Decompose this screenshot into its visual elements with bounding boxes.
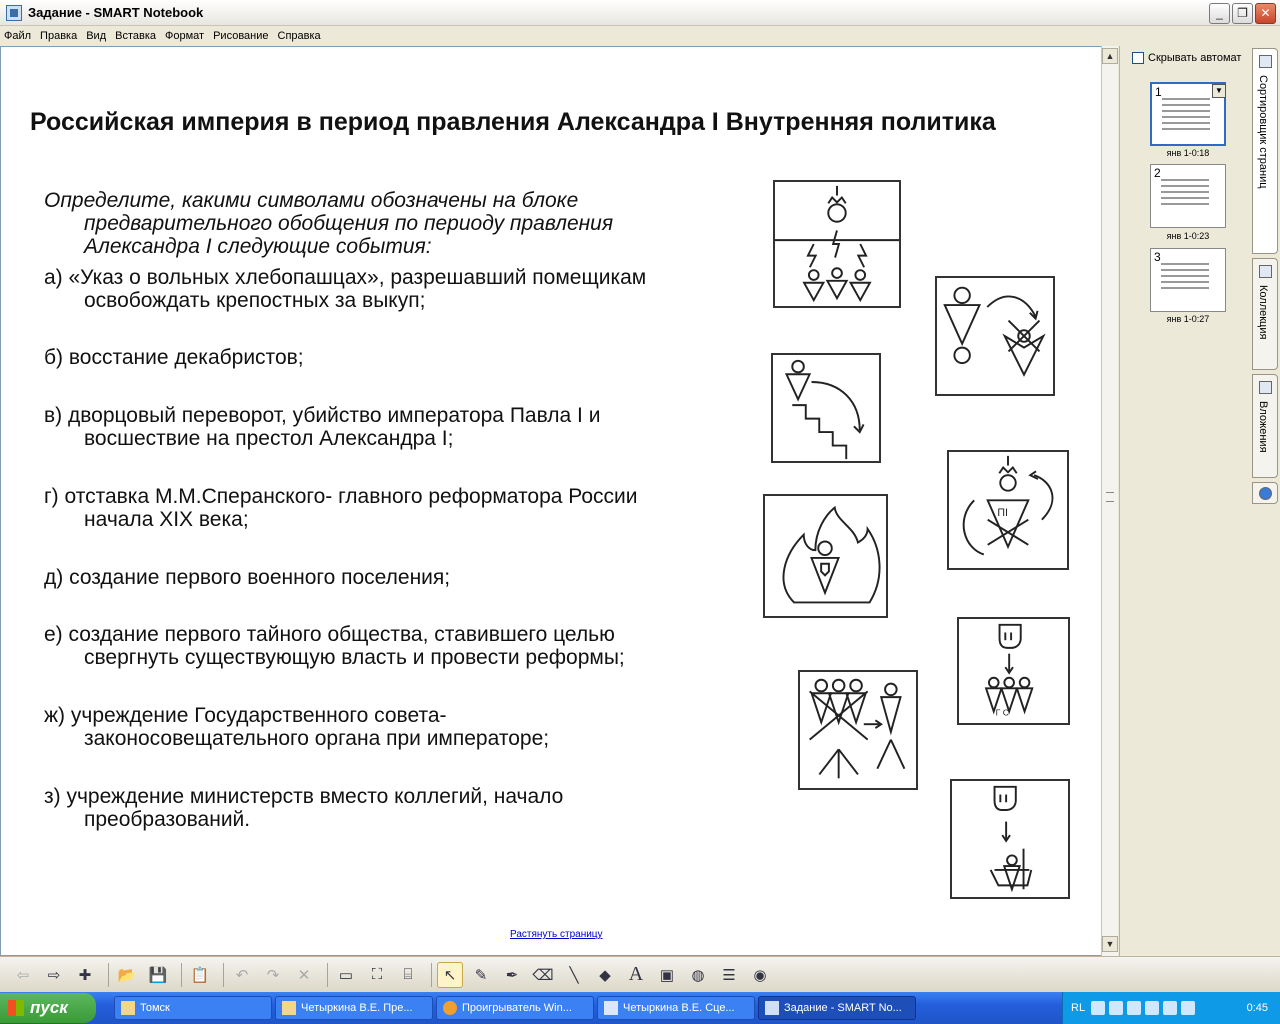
thumb-label-1: янв 1-0:18 — [1166, 148, 1210, 158]
toolbar-separator — [327, 963, 328, 987]
task-item-d — [44, 566, 744, 589]
toolbar-separator — [181, 963, 182, 987]
undo-icon[interactable]: ↶ — [235, 966, 249, 984]
save-icon[interactable]: 💾 — [148, 966, 168, 984]
item-v-line-1: в) дворцовый переворот, убийство императора Павла I и — [44, 404, 601, 427]
item-v-line-2: восшествие на престол Александра I; — [84, 427, 454, 450]
tab-gallery[interactable] — [1252, 258, 1278, 370]
tab-attachments-label: Вложения — [1257, 401, 1269, 453]
start-button[interactable] — [0, 993, 96, 1023]
hide-panel-button[interactable] — [1252, 482, 1278, 504]
page-thumbnail-1[interactable] — [1150, 82, 1226, 146]
task-tomsk[interactable] — [114, 996, 272, 1020]
fullscreen-icon[interactable]: ⛶ — [371, 966, 383, 983]
word-icon — [604, 1001, 618, 1015]
menu-format[interactable]: Формат — [165, 29, 205, 42]
line-icon[interactable]: ╲ — [569, 966, 579, 984]
help-icon[interactable]: ◉ — [753, 966, 767, 984]
arrow-left-icon — [1259, 487, 1272, 500]
back-icon[interactable]: ⇦ — [16, 966, 30, 984]
clock[interactable]: 0:45 — [1246, 1002, 1268, 1014]
thumb-preview — [1161, 179, 1209, 209]
toolbar-separator — [108, 963, 109, 987]
item-g-line-1: г) отставка М.М.Сперанского- главного реформатора России — [44, 485, 638, 508]
symbol-hand-cart[interactable] — [950, 779, 1070, 899]
select-icon[interactable]: ↖ — [437, 962, 463, 988]
item-a-line-1: а) «Указ о вольных хлебопашцах», разрешавший помещикам — [44, 266, 647, 289]
task-word-document[interactable] — [597, 996, 755, 1020]
item-d-line-1: д) создание первого военного поселения; — [44, 566, 451, 589]
gallery-icon — [1259, 265, 1272, 278]
thumb-number: 1 — [1155, 85, 1162, 99]
folder-icon — [121, 1001, 135, 1015]
tray-app-icon[interactable] — [1181, 1001, 1195, 1015]
task-item-a — [44, 266, 744, 312]
page-thumbnail-2[interactable] — [1150, 164, 1226, 228]
side-tab-strip — [1251, 46, 1280, 956]
item-z-line-2: преобразований. — [84, 808, 251, 831]
tab-attachments[interactable] — [1252, 374, 1278, 478]
paperclip-icon — [1259, 381, 1272, 394]
symbol-hand-gs[interactable] — [957, 617, 1070, 725]
task-item-e — [44, 623, 744, 669]
media-player-icon — [443, 1001, 457, 1015]
redo-icon[interactable]: ↷ — [266, 966, 280, 984]
folder-icon — [282, 1001, 296, 1015]
page-title: Российская империя в период правления Александра I Внутренняя политика — [30, 108, 996, 136]
creative-pen-icon[interactable]: ✒ — [505, 966, 519, 984]
menu-insert[interactable]: Вставка — [115, 29, 157, 42]
symbol-stairs[interactable] — [771, 353, 881, 463]
title-bar — [0, 0, 1280, 26]
symbol-crossed-group[interactable] — [798, 670, 918, 790]
page-sorter-panel — [1119, 46, 1251, 956]
thumb-number: 2 — [1154, 166, 1161, 180]
main-toolbar — [0, 956, 1280, 992]
tray-warning-icon[interactable] — [1127, 1001, 1141, 1015]
gs-label: Г С — [995, 707, 1010, 718]
stretch-page-link[interactable]: Растянуть страницу — [510, 929, 603, 940]
symbol-exchange-arrow[interactable] — [935, 276, 1055, 396]
symbol-crown-lightning[interactable] — [773, 180, 901, 308]
menu-view[interactable]: Вид — [86, 29, 107, 42]
tab-page-sorter-label: Сортировщик страниц — [1257, 75, 1269, 189]
language-indicator[interactable]: RL — [1071, 1002, 1086, 1014]
task-item-b — [44, 346, 744, 369]
thumb-label-2: янв 1-0:23 — [1166, 231, 1210, 241]
task-label: Задание - SMART No... — [784, 1002, 902, 1014]
task-label: Проигрыватель Win... — [462, 1002, 572, 1014]
add-page-icon[interactable]: ✚ — [78, 966, 92, 984]
window-title: Задание - SMART Notebook — [28, 5, 204, 20]
scroll-down-icon[interactable]: ▼ — [1102, 936, 1118, 952]
close-button[interactable]: ✕ — [1255, 3, 1276, 24]
windows-taskbar — [0, 992, 1280, 1024]
intro-line-3: Александра I следующие события: — [84, 235, 432, 258]
symbol-crown-cycle[interactable] — [947, 450, 1069, 570]
start-label: пуск — [30, 998, 68, 1017]
intro-line-2: предварительного обобщения по периоду правления — [84, 212, 614, 235]
toolbar-separator — [223, 963, 224, 987]
page-thumbnail-3[interactable] — [1150, 248, 1226, 312]
text-icon[interactable]: A — [628, 963, 644, 985]
tab-gallery-label: Коллекция — [1257, 285, 1269, 340]
task-intro — [44, 189, 744, 258]
item-z-line-1: з) учреждение министерств вместо коллегий, начало — [44, 785, 564, 808]
windows-logo-icon — [8, 1000, 24, 1016]
taskbar-buttons — [114, 996, 919, 1020]
thumb-preview — [1161, 263, 1209, 293]
task-item-g — [44, 485, 744, 531]
tray-volume-icon[interactable] — [1145, 1001, 1159, 1015]
smart-notebook-icon — [6, 5, 22, 21]
autohide-label: Скрывать автомат — [1148, 52, 1242, 64]
tray-shield-icon[interactable] — [1163, 1001, 1177, 1015]
thumb-label-3: янв 1-0:27 — [1166, 314, 1210, 324]
item-e-line-2: свергнуть существующую власть и провести реформы; — [84, 646, 625, 669]
pen-icon[interactable]: ✎ — [474, 966, 488, 984]
capture-icon[interactable]: ⌸ — [403, 966, 413, 983]
autohide-checkbox[interactable] — [1132, 52, 1144, 64]
page-sorter-icon — [1259, 55, 1272, 68]
pi-label: ПI — [997, 506, 1008, 519]
thumb-menu-icon[interactable]: ▼ — [1212, 84, 1226, 98]
task-item-z — [44, 785, 744, 831]
item-e-line-1: е) создание первого тайного общества, ставившего целью — [44, 623, 615, 646]
menu-file[interactable]: Файл — [4, 29, 32, 42]
item-zh-line-1: ж) учреждение Государственного совета- — [44, 704, 447, 727]
properties-icon[interactable]: ◍ — [691, 966, 705, 984]
menu-edit[interactable]: Правка — [40, 29, 78, 42]
item-zh-line-2: законосовещательного органа при императоре; — [84, 727, 550, 750]
vertical-scrollbar[interactable] — [1101, 46, 1118, 956]
maximize-button[interactable]: ❐ — [1232, 3, 1253, 24]
autohide-option[interactable] — [1132, 52, 1241, 64]
item-b-line-1: б) восстание декабристов; — [44, 346, 304, 369]
open-icon[interactable]: 📂 — [117, 966, 137, 984]
delete-icon[interactable]: ✕ — [297, 966, 311, 984]
system-tray — [1062, 992, 1280, 1024]
task-folder-presentation[interactable] — [275, 996, 433, 1020]
fill-icon[interactable]: ▣ — [659, 966, 675, 984]
task-media-player[interactable] — [436, 996, 594, 1020]
thumb-preview — [1162, 98, 1210, 134]
toolbar-options-icon[interactable]: ☰ — [722, 966, 736, 984]
thumb-number: 3 — [1154, 250, 1161, 264]
minimize-button[interactable]: _ — [1209, 3, 1230, 24]
eraser-icon[interactable]: ⌫ — [532, 966, 554, 984]
task-label: Томск — [140, 1002, 170, 1014]
task-item-v — [44, 404, 744, 450]
item-a-line-2: освобождать крепостных за выкуп; — [84, 289, 426, 312]
menu-bar — [0, 26, 1280, 45]
item-g-line-2: начала XIX века; — [84, 508, 249, 531]
task-item-zh — [44, 704, 744, 750]
menu-draw[interactable]: Рисование — [213, 29, 269, 42]
paste-icon[interactable]: 📋 — [190, 966, 210, 984]
symbol-fire[interactable] — [763, 494, 888, 618]
tray-arrow-icon[interactable] — [1091, 1001, 1105, 1015]
toolbar-separator — [431, 963, 432, 987]
tray-network-icon[interactable] — [1109, 1001, 1123, 1015]
intro-line-1: Определите, какими символами обозначены на блоке — [44, 189, 579, 212]
task-label: Четыркина В.Е. Сце... — [623, 1002, 735, 1014]
forward-icon[interactable]: ⇨ — [47, 966, 61, 984]
task-label: Четыркина В.Е. Пре... — [301, 1002, 413, 1014]
task-smart-notebook[interactable] — [758, 996, 916, 1020]
menu-help[interactable]: Справка — [277, 29, 321, 42]
scroll-up-icon[interactable]: ▲ — [1102, 48, 1118, 64]
smart-notebook-icon — [765, 1001, 779, 1015]
scroll-grip-icon[interactable] — [1106, 492, 1114, 502]
shapes-icon[interactable]: ◆ — [599, 966, 611, 984]
tab-page-sorter[interactable] — [1252, 48, 1278, 254]
screen-shade-icon[interactable]: ▭ — [338, 966, 354, 984]
